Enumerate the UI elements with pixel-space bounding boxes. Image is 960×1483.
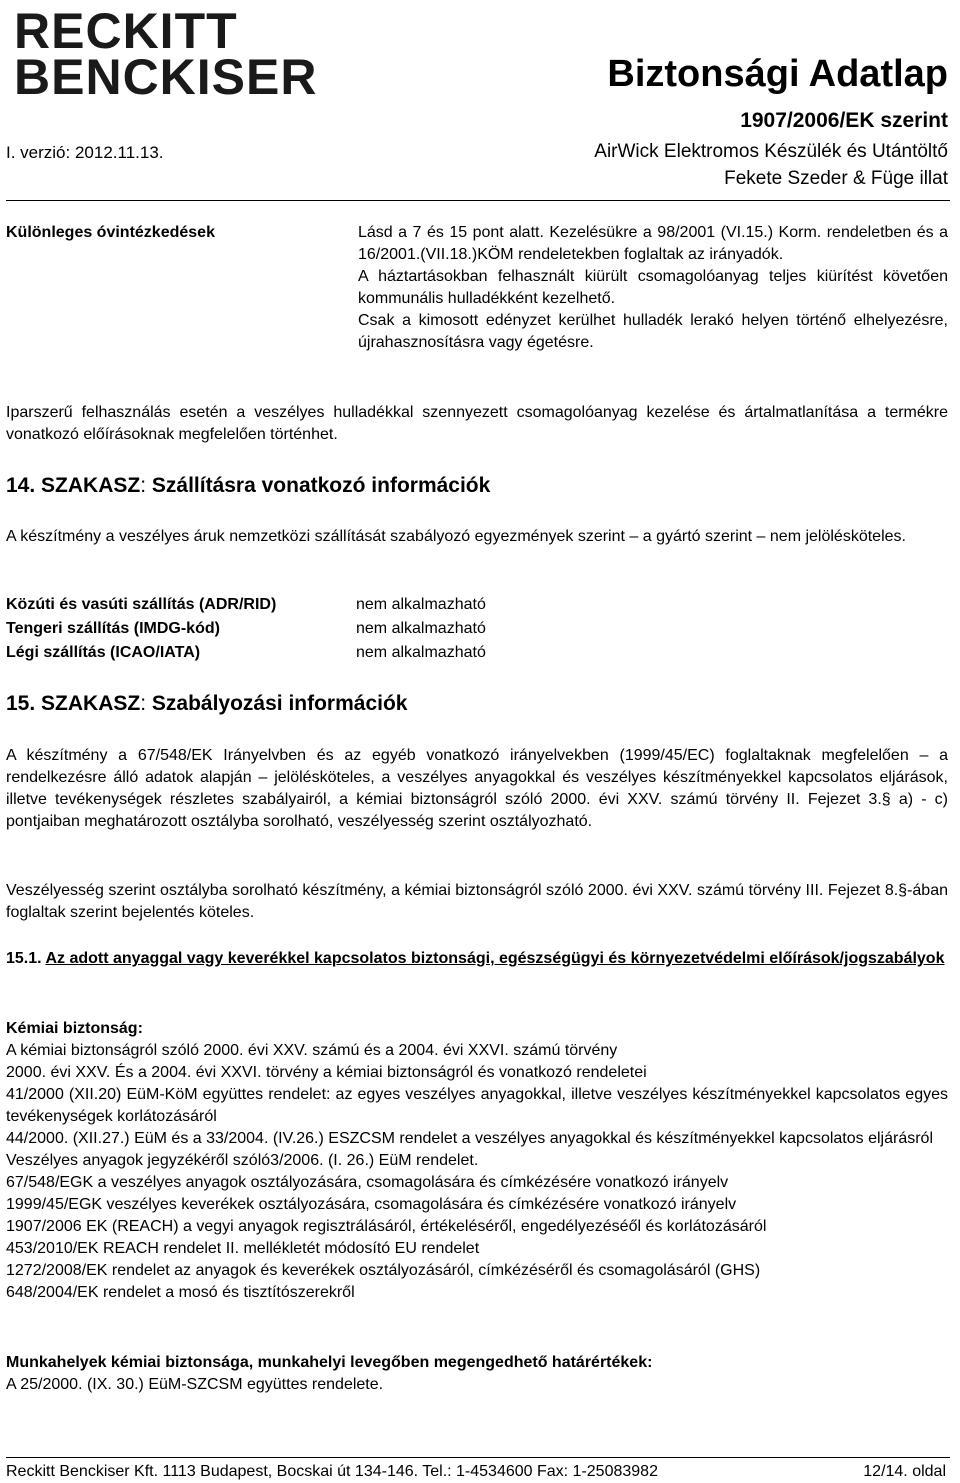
footer-address: Reckitt Benckiser Kft. 1113 Budapest, Bocskai út 134-146. Tel.: 1-4534600 Fax: 1-25083982 xyxy=(6,1463,658,1480)
list-item: 2000. évi XXV. És a 2004. évi XXVI. törvény a kémiai biztonságról és vonatkozó rendeletei xyxy=(6,1064,647,1081)
workplace-safety-heading: Munkahelyek kémiai biztonsága, munkahelyi levegőben megengedhető határértékek: xyxy=(6,1354,653,1371)
header-divider xyxy=(6,200,950,201)
special-paragraph: Csak a kimosott edényzet kerülhet hulladék lerakó helyen történő elhelyezésre, újrahasznosításra vagy égetésre. xyxy=(358,312,948,351)
section-heading: Szabályozási információk xyxy=(146,692,408,715)
list-item: 1999/45/EGK veszélyes keverékek osztályozására, csomagolására és címkézésére vonatkozó irányelv xyxy=(6,1196,737,1213)
footer-divider xyxy=(6,1457,950,1458)
special-precautions-text xyxy=(358,222,948,354)
transport-value: nem alkalmazható xyxy=(356,644,486,661)
company-logo xyxy=(14,3,318,105)
transport-value: nem alkalmazható xyxy=(356,620,486,637)
section-heading: Szállításra vonatkozó információk xyxy=(146,474,491,497)
industrial-use-paragraph: Iparszerű felhasználás esetén a veszélyes hulladékkal szennyezett csomagolóanyag kezelése és ártalmatlanítása a termékre vonatkozó előírásoknak megfelelően történhet. xyxy=(6,404,948,443)
list-item: 67/548/EGK a veszélyes anyagok osztályozására, csomagolására és címkézésére vonatkozó irányelv xyxy=(6,1174,729,1191)
section-15-paragraph-1: A készítmény a 67/548/EK Irányelvben és az egyéb vonatkozó irányelvekben (1999/45/EC) foglaltaknak megfelelően – a rendelkezésre álló adatok alapján – jelölésköteles, a veszélyes anyagokkal és veszélyes készítményekkel kapcsolatos eljárások, illetve tevékenységek részletes szabályairól, a kémiai biztonságról szóló 2000. évi XXV. számú törvény II. Fejezet 3.§ a) - c) pontjaiban meghatározott osztályba sorolható, veszélyesség szerint osztályozható. xyxy=(6,747,948,830)
logo-line-2: BENCKISER xyxy=(14,49,318,105)
list-item: 41/2000 (XII.20) EüM-KöM együttes rendelet: az egyes veszélyes anyagokkal, illetve veszélyes készítményekkel kapcsolatos egyes tevékenységek korlátozásáról xyxy=(6,1086,948,1125)
section-colon: : xyxy=(140,692,147,715)
section-14-intro: A készítmény a veszélyes áruk nemzetközi szállítását szabályozó egyezmények szerint – a gyártó szerint – nem jelölésköteles. xyxy=(6,528,906,545)
page-footer xyxy=(6,1461,946,1483)
list-item: 453/2010/EK REACH rendelet II. mellékletét módosító EU rendelet xyxy=(6,1240,480,1257)
regulation-label: 1907/2006/EK szerint xyxy=(740,109,948,132)
list-item: 648/2004/EK rendelet a mosó és tisztítószerekről xyxy=(6,1284,355,1301)
logo-line-1: RECKITT xyxy=(14,3,238,59)
transport-mode: Közúti és vasúti szállítás (ADR/RID) xyxy=(6,596,277,613)
special-paragraph: Lásd a 7 és 15 pont alatt. Kezelésükre a 98/2001 (VI.15.) Korm. rendeletben és a 16/2001.(VII.18.)KÖM rendeletekben foglaltak az irányadók. xyxy=(358,224,948,263)
product-variant: Fekete Szeder & Füge illat xyxy=(724,168,948,189)
section-number: 14. SZAKASZ xyxy=(6,474,141,497)
list-item: Veszélyes anyagok jegyzékéről szóló3/2006. (I. 26.) EüM rendelet. xyxy=(6,1152,479,1169)
product-name: AirWick Elektromos Készülék és Utántöltő xyxy=(594,141,948,162)
list-item: A kémiai biztonságról szóló 2000. évi XXV. számú és a 2004. évi XXVI. számú törvény xyxy=(6,1042,618,1059)
transport-mode: Tengeri szállítás (IMDG-kód) xyxy=(6,620,220,637)
subsection-15-1-title xyxy=(6,948,948,970)
special-paragraph: A háztartásokban felhasznált kiürült csomagolóanyag teljes kiürítést követően kommunális hulladékként kezelhető. xyxy=(358,268,948,307)
special-precautions-label: Különleges óvintézkedések xyxy=(6,224,215,241)
document-title: Biztonsági Adatlap xyxy=(607,53,948,95)
subsection-number: 15.1. xyxy=(6,950,42,967)
subsection-heading: Az adott anyaggal vagy keverékkel kapcsolatos biztonsági, egészségügyi és környezetvédelmi előírások/jogszabályok xyxy=(45,950,945,967)
list-item: 44/2000. (XII.27.) EüM és a 33/2004. (IV.26.) ESZCSM rendelet a veszélyes anyagokkal és készítményekkel kapcsolatos eljárásról xyxy=(6,1130,933,1147)
section-15-title xyxy=(6,690,407,718)
page-number: 12/14. oldal xyxy=(863,1463,946,1480)
list-item: 1272/2008/EK rendelet az anyagok és keverékek osztályozásáról, címkézéséről és csomagolásáról (GHS) xyxy=(6,1262,761,1279)
chemical-safety-heading: Kémiai biztonság: xyxy=(6,1020,143,1037)
section-15-paragraph-2: Veszélyesség szerint osztályba sorolható készítmény, a kémiai biztonságról szóló 2000. évi XXV. számú törvény III. Fejezet 8.§-ában foglaltak szerint bejelentés köteles. xyxy=(6,882,948,921)
section-number: 15. SZAKASZ xyxy=(6,692,141,715)
transport-mode: Légi szállítás (ICAO/IATA) xyxy=(6,644,201,661)
section-14-title xyxy=(6,472,490,500)
transport-value: nem alkalmazható xyxy=(356,596,486,613)
regulation-list xyxy=(6,1040,948,1304)
section-colon: : xyxy=(140,474,147,497)
version-label: I. verzió: 2012.11.13. xyxy=(6,143,164,162)
list-item: 1907/2006 EK (REACH) a vegyi anyagok regisztrálásáról, értékeléséről, engedélyezéséől és korlátozásáról xyxy=(6,1218,767,1235)
workplace-safety-text: A 25/2000. (IX. 30.) EüM-SZCSM együttes rendelete. xyxy=(6,1376,384,1393)
